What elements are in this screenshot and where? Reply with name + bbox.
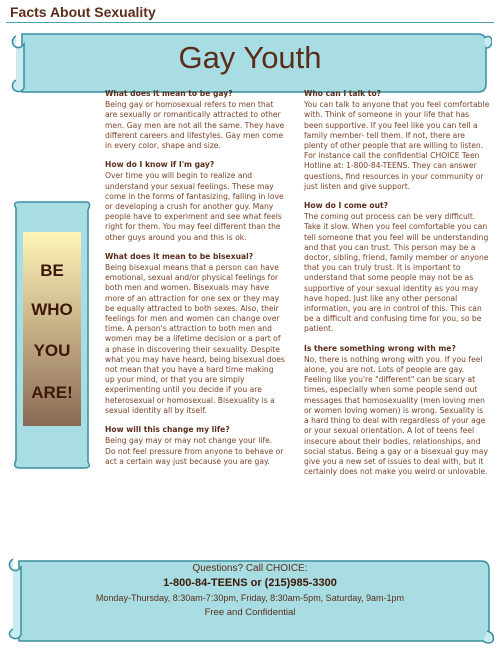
question-heading: How do I come out? — [304, 201, 389, 211]
question-heading: Who can I talk to? — [304, 89, 382, 98]
answer-text: Being gay may or may not change your life. Do not feel pressure from anyone to behave or act a certain way just because you are gay. — [105, 436, 284, 466]
question-heading: How do I know if I'm gay? — [105, 160, 215, 170]
answer-text: Over time you will begin to realize and understand your sexual feelings. These may come in the forms of fantasizing, falling in love or developing a crush for another guy. Many people have to experiment and see what feels right for them. You may feel different than the other guys around you and this is ok. — [105, 171, 284, 242]
header-title: Facts About Sexuality — [10, 4, 156, 20]
page-title: Gay Youth — [178, 40, 322, 75]
side-word-be: BE — [40, 261, 64, 280]
side-word-are: ARE! — [31, 383, 73, 402]
answer-text: You can talk to anyone that you feel comfortable with. Think of someone in your life that has been supportive. If you feel like you can tell a family member- tell them. If not, there are plenty of other people that are willing to listen. For instance call the confidential CHOICE Teen Hotline at: 1-800-84-TEENS. They can answer questions, find resources in your community or just listen and give support. — [304, 100, 490, 191]
side-word-who: WHO — [31, 300, 73, 319]
footer-phone: 1-800-84-TEENS or (215)985-3300 — [163, 577, 337, 589]
side-word-you: YOU — [33, 341, 71, 360]
side-scroll-banner — [12, 200, 92, 470]
right-column — [304, 89, 490, 486]
answer-text: No, there is nothing wrong with you. If you feel alone, you are not. Lots of people are gay. Feeling like you're "different" can be scary at times, especially when some people send out messages that homosexuality (men loving men or women loving women) is wrong. Sexuality is a hard thing to deal with regardless of your age or your sexual orientation. A lot of teens feel insecure about their bodies, relationships, and social status. Being a gay or a bisexual guy may give you a new set of issues to deal with, but it certainly does not make you weird or unlovable. — [304, 354, 488, 477]
answer-text: The coming out process can be very difficult. Take it slow. When you feel comfortable you can tell someone that you feel will be understanding and that you can trust. This person may be a doctor, sibling, friend, family member or anyone that you can truly trust. It is important to understand that some people may not be as supportive of your sexual identity as you may have hoped. Just like any other personal information, you are in control of this. This can be a difficult and confusing time for you, so be patient. — [304, 212, 489, 334]
question-heading: Is there something wrong with me? — [304, 343, 456, 353]
footer-question: Questions? Call CHOICE: — [192, 563, 308, 574]
footer-hours: Monday-Thursday, 8:30am-7:30pm, Friday, 8:30am-5pm, Saturday, 9am-1pm — [95, 593, 405, 603]
answer-text: Being bisexual means that a person can have emotional, sexual and/or physical feelings for both men and women. Bisexuals may have more of an attraction for one sex or they may be equally attracted to both sexes. Also, their feelings for men and women can change over time. A person's attraction to both men and women may be a lifetime decision or a part of a phase in discovering their sexuality. Despite what you may have heard, being bisexual does not mean that you have a hard time making up your mind, or that you are simply experimenting until you decide if you are heterosexual or homosexual. Bisexuality is a sexual identity all by itself. — [105, 263, 285, 415]
answer-text: Being gay or homosexual refers to men that are sexually or romantically attracted to other men. Gay men are not all the same. They have different careers and lifestyles. Gay men come in every color, shape and size. — [105, 100, 285, 151]
question-heading: What does it mean to be bisexual? — [105, 251, 254, 261]
left-column — [105, 89, 285, 476]
header-rule — [6, 22, 494, 23]
question-heading: What does it mean to be gay? — [105, 89, 233, 98]
footer-note: Free and Confidential — [204, 607, 296, 618]
question-heading: How will this change my life? — [105, 425, 230, 435]
